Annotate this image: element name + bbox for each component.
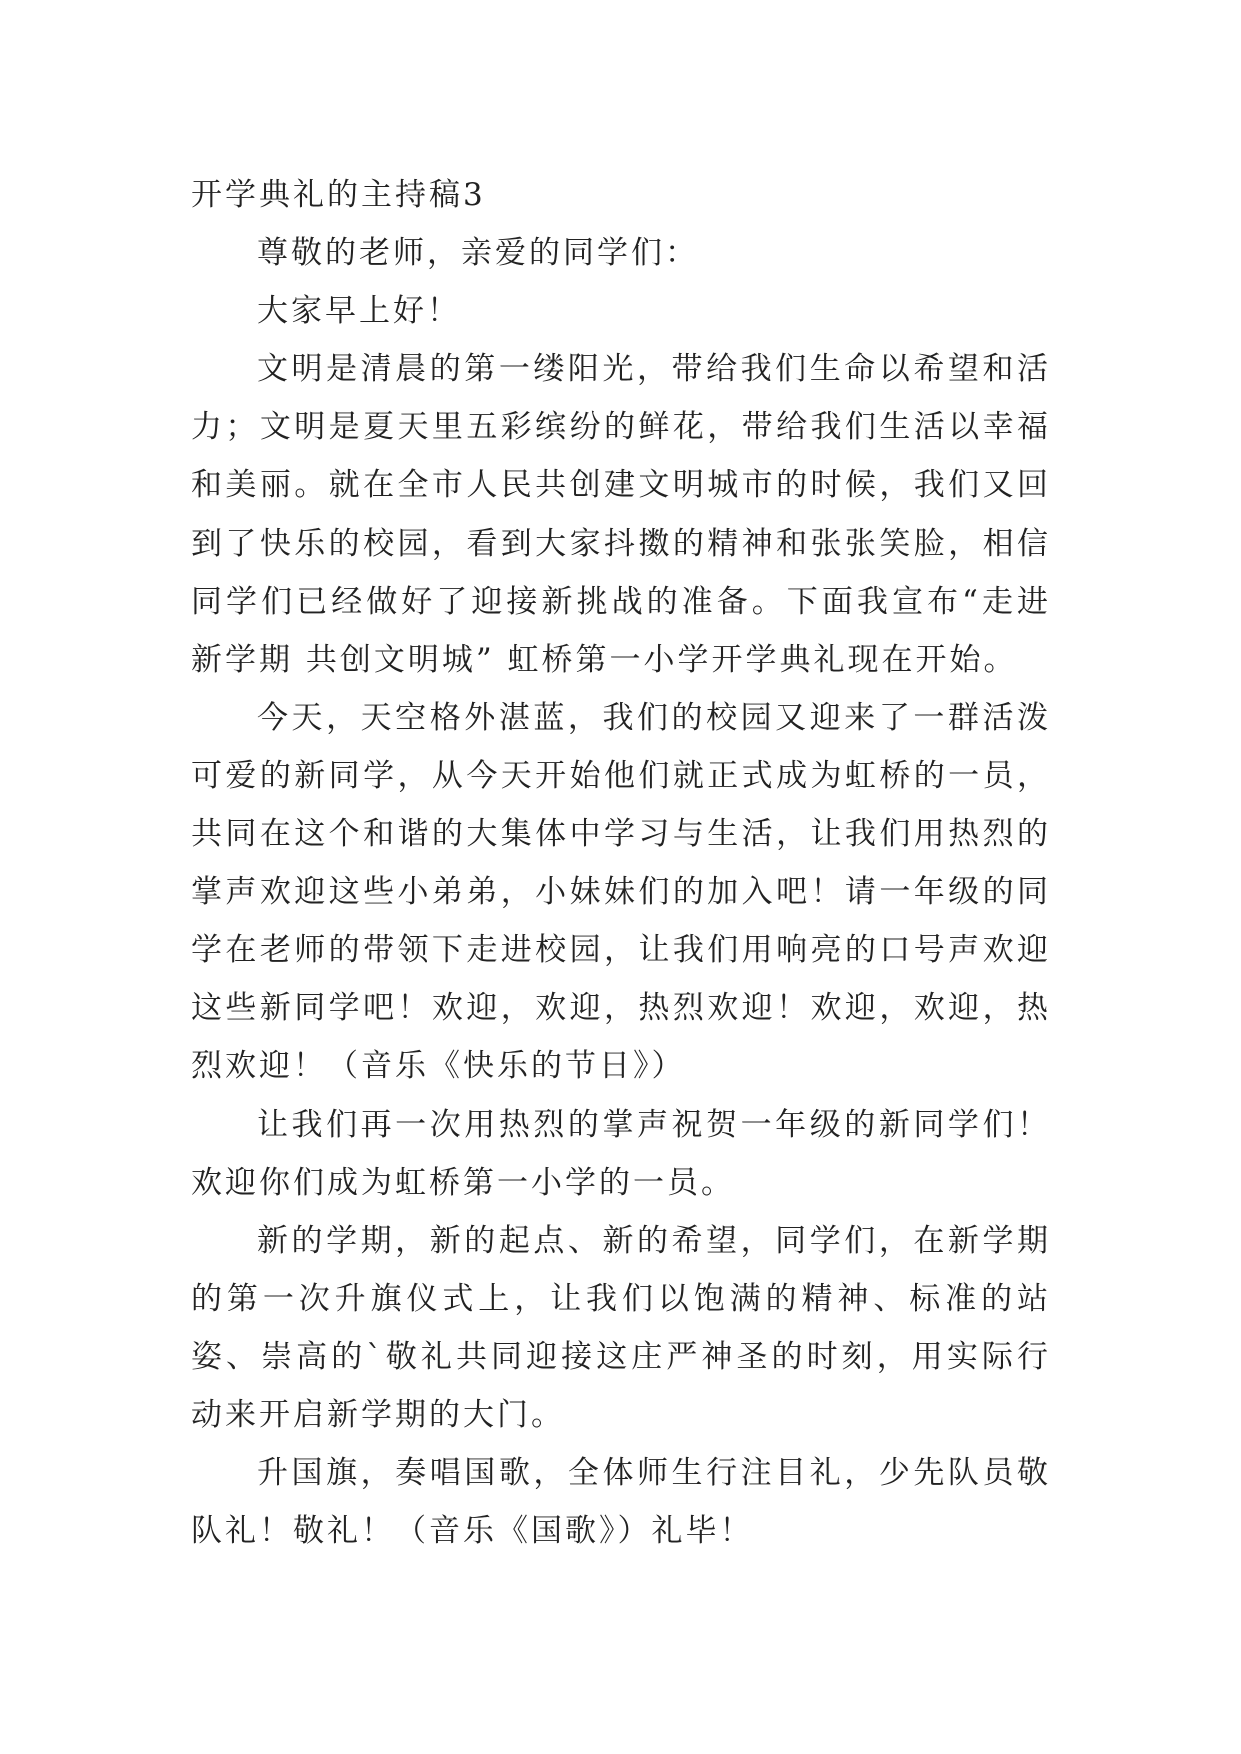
paragraph-good-morning: 大家早上好！ [257,293,461,330]
paragraph-congratulations: 让我们再一次用热烈的掌声祝贺一年级的新同学们！欢迎你们成为虹桥第一小学的一员。 [191,1106,1051,1201]
paragraph-flag-raising: 升国旗，奏唱国歌，全体师生行注目礼，少先队员敬队礼！敬礼！（音乐《国歌》）礼毕！ [191,1455,1051,1550]
paragraph-civilization: 文明是清晨的第一缕阳光，带给我们生命以希望和活力；文明是夏天里五彩缤纷的鲜花，带给我们生活以幸福和美丽。就在全市人民共创建文明城市的时候，我们又回到了快乐的校园，看到大家抖擞的精神和张张笑脸，相信同学们已经做好了迎接新挑战的准备。下面我宣布“走进新学期 共创文明城” 虹桥第一小学开学典礼现在开始。 [191,351,1051,678]
paragraph-new-students: 今天，天空格外湛蓝，我们的校园又迎来了一群活泼可爱的新同学，从今天开始他们就正式成为虹桥的一员，共同在这个和谐的大集体中学习与生活，让我们用热烈的掌声欢迎这些小弟弟，小妹妹们的加入吧！请一年级的同学在老师的带领下走进校园，让我们用响亮的口号声欢迎这些新同学吧！欢迎，欢迎，热烈欢迎！欢迎，欢迎，热烈欢迎！（音乐《快乐的节日》） [191,699,1051,1085]
document-body [191,166,1051,1560]
paragraph-new-semester: 新的学期，新的起点、新的希望，同学们，在新学期的第一次升旗仪式上，让我们以饱满的精神、标准的站姿、崇高的`敬礼共同迎接这庄严神圣的时刻，用实际行动来开启新学期的大门。 [191,1222,1051,1433]
document-title: 开学典礼的主持稿3 [191,177,486,213]
paragraph-greeting: 尊敬的老师，亲爱的同学们： [257,235,699,272]
